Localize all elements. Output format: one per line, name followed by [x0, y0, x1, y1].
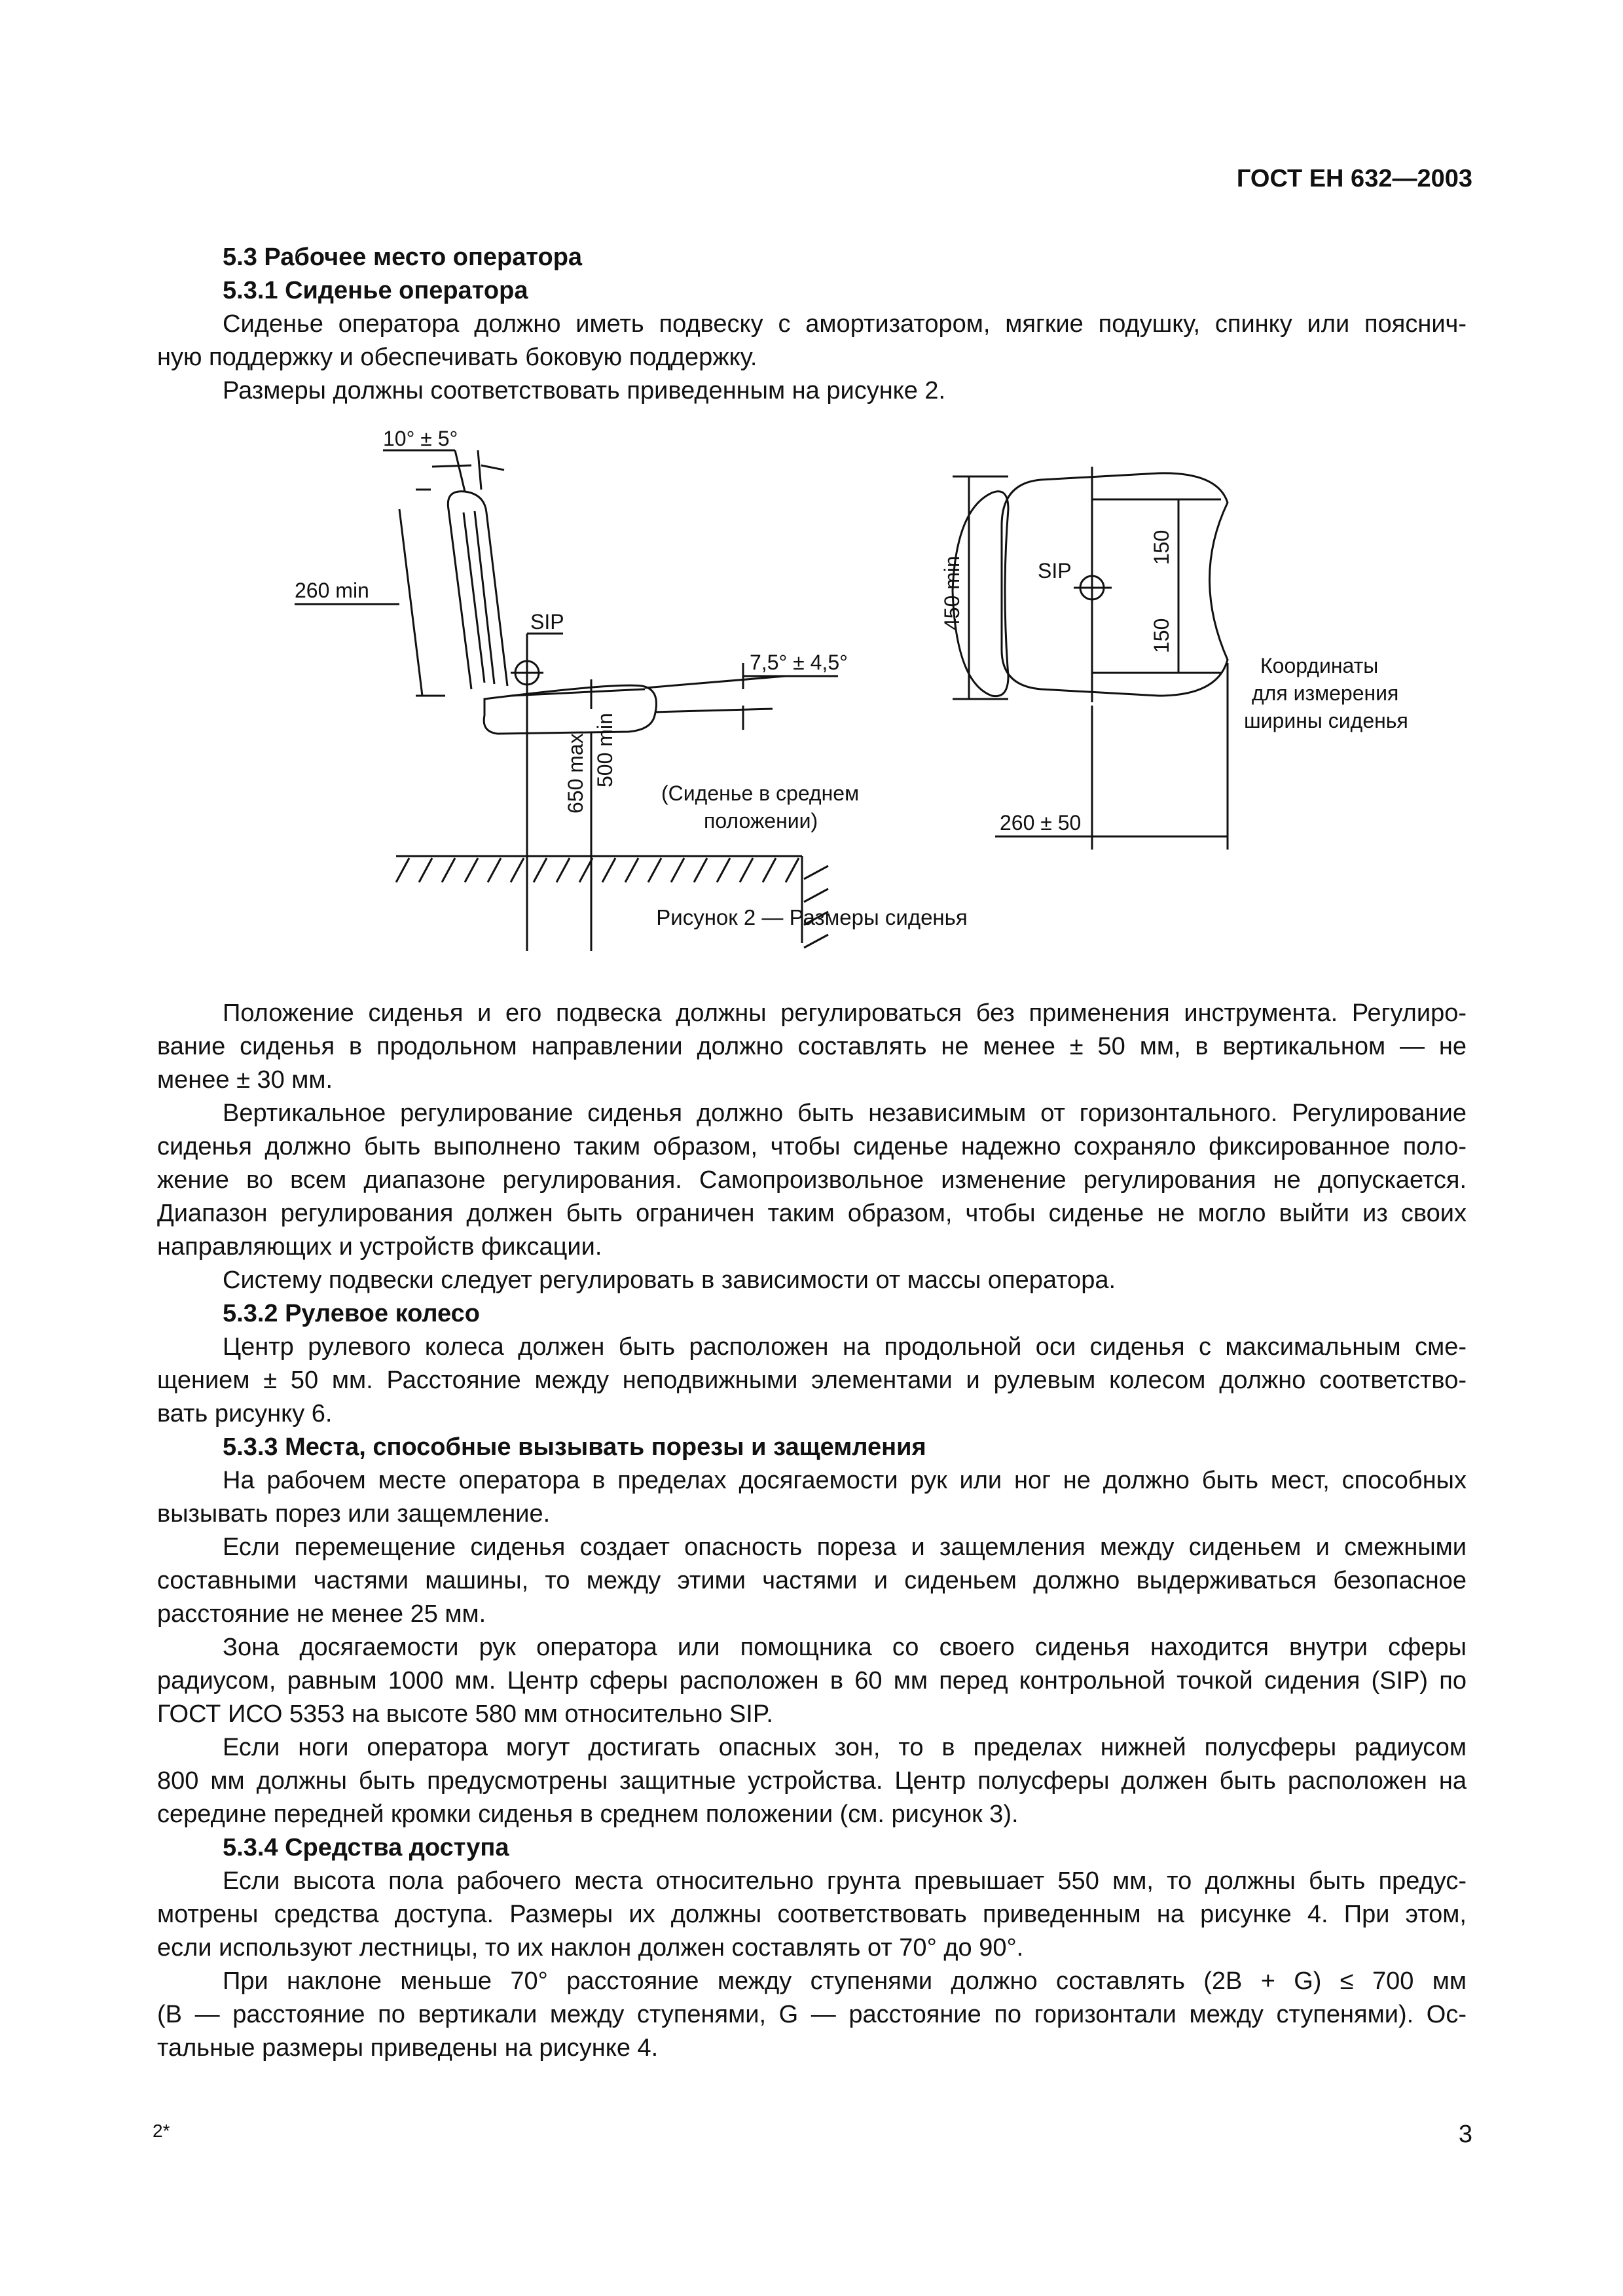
- sip-label-top: SIP: [1038, 559, 1072, 583]
- seat-angle-label: 7,5° ± 4,5°: [750, 651, 848, 674]
- text-line: вание сиденья в продольном направлении должно составлять не менее ± 50 мм, в вертикальном — не: [157, 1033, 1467, 1060]
- text-line: Вертикальное регулирование сиденья должно быть независимым от горизонтального. Регулирование: [223, 1100, 1467, 1127]
- backrest-line: [475, 511, 494, 684]
- width-label: 450 min: [940, 556, 964, 630]
- text-line: Зона досягаемости рук оператора или помощника со своего сиденья находится внутри сферы: [223, 1634, 1467, 1661]
- backrest-outline: [448, 492, 507, 689]
- text-line: Если высота пола рабочего места относительно грунта превышает 550 мм, то должны быть предус-: [223, 1867, 1467, 1895]
- coords-label-line3: ширины сиденья: [1244, 709, 1408, 732]
- text-line: середине передней кромки сиденья в среднем положении (см. рисунок 3).: [157, 1801, 1019, 1828]
- figure-2-seat-dimensions: [157, 408, 1467, 951]
- page-content: [157, 241, 1467, 2065]
- sip-label: SIP: [530, 610, 564, 634]
- back-height-label: 260 min: [295, 579, 369, 602]
- text-line: Если перемещение сиденья создает опасность пореза и защемления между сиденьем и смежными: [223, 1534, 1467, 1561]
- text-line: расстояние не менее 25 мм.: [157, 1600, 486, 1628]
- coords-label-line1: Координаты: [1260, 654, 1379, 677]
- text-line: Систему подвески следует регулировать в зависимости от массы оператора.: [223, 1266, 1116, 1294]
- text-line: вызывать порез или защемление.: [157, 1500, 551, 1528]
- section-heading-5-3-4: 5.3.4 Средства доступа: [223, 1834, 509, 1861]
- seat-top-view: [1002, 473, 1228, 696]
- text-line: На рабочем месте оператора в пределах досягаемости рук или ног не должно быть мест, способных: [223, 1467, 1467, 1494]
- sheet-mark: 2*: [153, 2121, 170, 2141]
- text-line: щением ± 50 мм. Расстояние между неподвижными элементами и рулевым колесом должно соответство-: [157, 1367, 1467, 1394]
- figure-caption: Рисунок 2 — Размеры сиденья: [656, 905, 968, 929]
- text-line: Положение сиденья и его подвеска должны регулироваться без применения инструмента. Регулиро-: [223, 999, 1467, 1027]
- seat-note-line1: (Сиденье в среднем: [661, 781, 860, 805]
- text-line: если используют лестницы, то их наклон должен составлять от 70° до 90°.: [157, 1934, 1024, 1962]
- ground-hatching: [396, 858, 828, 948]
- page-number: 3: [1458, 2121, 1472, 2148]
- depth-label: 260 ± 50: [1000, 811, 1082, 834]
- seat-note-line2: положении): [704, 809, 818, 833]
- text-line: жение во всем диапазоне регулирования. Самопроизвольное изменение регулирования не допускается.: [157, 1166, 1467, 1194]
- text-line: Центр рулевого колеса должен быть расположен на продольной оси сиденья с максимальным сме-: [223, 1333, 1467, 1361]
- text-line: мотрены средства доступа. Размеры их должны соответствовать приведенным на рисунке 4. При этом,: [157, 1901, 1467, 1928]
- text-line: сиденья должно быть выполнено таким образом, чтобы сиденье надежно сохраняло фиксированное поло-: [157, 1133, 1467, 1160]
- text-line: радиусом, равным 1000 мм. Центр сферы расположен в 60 мм перед контрольной точкой сидения (SIP) по: [157, 1667, 1467, 1695]
- text-line: вать рисунку 6.: [157, 1400, 333, 1427]
- text-line: менее ± 30 мм.: [157, 1066, 333, 1094]
- text-line: Сиденье оператора должно иметь подвеску с амортизатором, мягкие подушку, спинку или пояснич-: [223, 310, 1467, 338]
- seat-drawing: [157, 408, 1467, 951]
- text-line: ную поддержку и обеспечивать боковую поддержку.: [157, 344, 757, 371]
- section-heading-5-3-1: 5.3.1 Сиденье оператора: [223, 277, 528, 304]
- text-line: направляющих и устройств фиксации.: [157, 1233, 602, 1261]
- section-heading-5-3-3: 5.3.3 Места, способные вызывать порезы и защемления: [223, 1433, 926, 1461]
- text-line: Размеры должны соответствовать приведенным на рисунке 2.: [223, 377, 946, 404]
- section-heading-5-3-2: 5.3.2 Рулевое колесо: [223, 1300, 480, 1327]
- text-line: 800 мм должны быть предусмотрены защитные устройства. Центр полусферы должен быть расположен на: [157, 1767, 1467, 1795]
- text-line: Если ноги оператора могут достигать опасных зон, то в пределах нижней полусферы радиусом: [223, 1734, 1467, 1761]
- back-angle-label: 10° ± 5°: [383, 427, 458, 450]
- text-line: составными частями машины, то между этими частями и сиденьем должно выдерживаться безопасное: [157, 1567, 1467, 1594]
- text-line: При наклоне меньше 70° расстояние между ступенями должно составлять (2B + G) ≤ 700 мм: [223, 1967, 1467, 1995]
- text-line: Диапазон регулирования должен быть ограничен таким образом, чтобы сиденье не могло выйти из своих: [157, 1200, 1467, 1227]
- standard-id: ГОСТ ЕН 632—2003: [1236, 165, 1472, 192]
- coords-label-line2: для измерения: [1252, 681, 1399, 705]
- offset-front-label: 150: [1150, 529, 1173, 565]
- text-line: тальные размеры приведены на рисунке 4.: [157, 2034, 659, 2062]
- height-max-label: 650 max: [564, 733, 587, 814]
- height-min-label: 500 min: [593, 713, 617, 787]
- text-line: ГОСТ ИСО 5353 на высоте 580 мм относительно SIP.: [157, 1700, 773, 1728]
- offset-back-label: 150: [1150, 618, 1173, 653]
- section-heading-5-3: 5.3 Рабочее место оператора: [223, 243, 583, 271]
- text-line: (B — расстояние по вертикали между ступенями, G — расстояние по горизонтали между ступенями). Ос-: [157, 2001, 1467, 2028]
- seat-line: [511, 689, 645, 696]
